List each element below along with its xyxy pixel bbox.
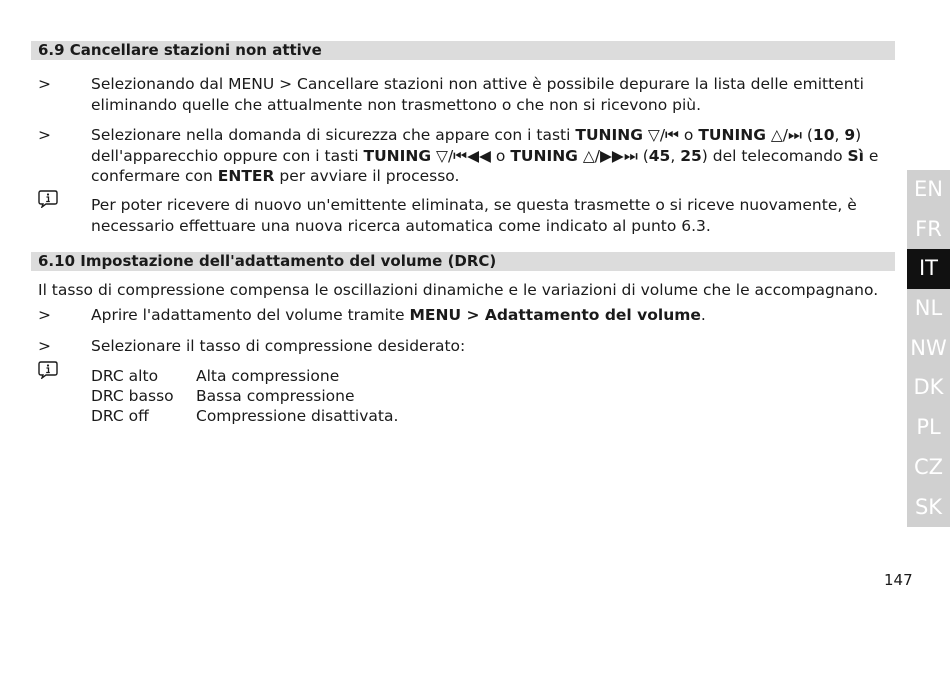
info-icon xyxy=(38,190,58,208)
key-label: TUNING xyxy=(575,126,643,144)
text-line: eliminando quelle che attualmente non trasmettono o che non si ricevono più. xyxy=(91,95,702,114)
intro-paragraph: Il tasso di compressione compensa le oscillazioni dinamiche e le variazioni di volume che le accompagnano. xyxy=(38,281,879,299)
paragraph-confirm-tuning xyxy=(91,125,881,187)
section-heading-6-9: 6.9 Cancellare stazioni non attive xyxy=(31,41,895,60)
drc-row-alto xyxy=(91,366,339,387)
text-span: ▽/⏮◀◀ o xyxy=(431,146,511,165)
lang-tab-en[interactable]: EN xyxy=(914,177,943,201)
bullet-marker: > xyxy=(38,337,51,355)
text-line xyxy=(91,125,881,146)
lang-tab-dk[interactable]: DK xyxy=(913,375,944,400)
key-number: 10 xyxy=(812,126,835,144)
text-span: △/⏭ ( xyxy=(765,126,813,144)
text-span: , xyxy=(834,126,845,144)
text-line: Selezionando dal MENU > Cancellare stazioni non attive è possibile depurare la lista delle emittenti xyxy=(91,75,864,93)
bullet-marker: > xyxy=(38,126,51,144)
key-label: TUNING xyxy=(363,146,432,165)
menu-path: MENU > Adattamento del volume xyxy=(409,306,701,324)
bullet-marker: > xyxy=(38,75,51,93)
drc-key: DRC basso xyxy=(91,387,174,405)
text-line: Per poter ricevere di nuovo un'emittente eliminata, se questa trasmette o si riceve nuovamente, è xyxy=(91,196,857,214)
drc-key: DRC off xyxy=(91,407,149,425)
text-span: confermare con xyxy=(91,167,218,185)
text-span: e xyxy=(863,146,879,165)
drc-value: Compressione disattivata. xyxy=(196,407,399,425)
page-number: 147 xyxy=(884,571,913,589)
key-number: 9 xyxy=(844,126,856,144)
text-span: Selezionare nella domanda di sicurezza che appare con i tasti xyxy=(91,126,576,144)
text-span: ▽/⏮ o xyxy=(642,126,699,144)
lang-tab-pl[interactable]: PL xyxy=(916,415,941,440)
lang-tab-sk[interactable]: SK xyxy=(914,494,943,519)
drc-key: DRC alto xyxy=(91,367,159,385)
text-line: necessario effettuare una nuova ricerca automatica come indicato al punto 6.3. xyxy=(91,216,711,235)
key-number: 25 xyxy=(680,146,702,165)
info-note-reception xyxy=(91,195,881,236)
text-span: , xyxy=(670,146,681,165)
section-heading-6-10: 6.10 Impostazione dell'adattamento del volume (DRC) xyxy=(31,252,895,271)
info-icon xyxy=(38,361,58,379)
lang-tab-cz[interactable]: CZ xyxy=(913,454,944,479)
drc-row-off xyxy=(91,406,398,427)
text-span: dell'apparecchio oppure con i tasti xyxy=(91,146,364,165)
paragraph-open-volume xyxy=(91,305,881,326)
text-span: △/▶▶⏭ ( xyxy=(577,146,649,165)
lang-tab-nw[interactable]: NW xyxy=(910,335,947,360)
text-span: ) del telecomando xyxy=(701,146,848,165)
text-line xyxy=(91,166,881,187)
lang-tab-fr[interactable]: FR xyxy=(915,216,942,241)
text-line xyxy=(91,146,881,167)
paragraph-delete-inactive-1 xyxy=(91,74,881,115)
drc-value: Bassa compressione xyxy=(196,387,355,405)
bullet-marker: > xyxy=(38,306,51,324)
text-span: per avviare il processo. xyxy=(274,167,460,185)
lang-tab-it[interactable]: IT xyxy=(907,249,950,289)
key-label: ENTER xyxy=(217,167,275,185)
text-span: . xyxy=(700,306,706,324)
paragraph-select-rate: Selezionare il tasso di compressione desiderato: xyxy=(91,337,466,355)
drc-row-basso xyxy=(91,386,355,407)
language-tabs xyxy=(907,170,950,527)
drc-value: Alta compressione xyxy=(196,367,340,385)
key-number: 45 xyxy=(648,146,671,165)
key-label: Sì xyxy=(847,146,864,165)
text-span: Aprire l'adattamento del volume tramite xyxy=(91,306,410,324)
lang-tab-nl[interactable]: NL xyxy=(914,296,943,321)
key-label: TUNING xyxy=(698,126,766,144)
key-label: TUNING xyxy=(510,146,578,165)
text-span: ) xyxy=(855,126,862,144)
